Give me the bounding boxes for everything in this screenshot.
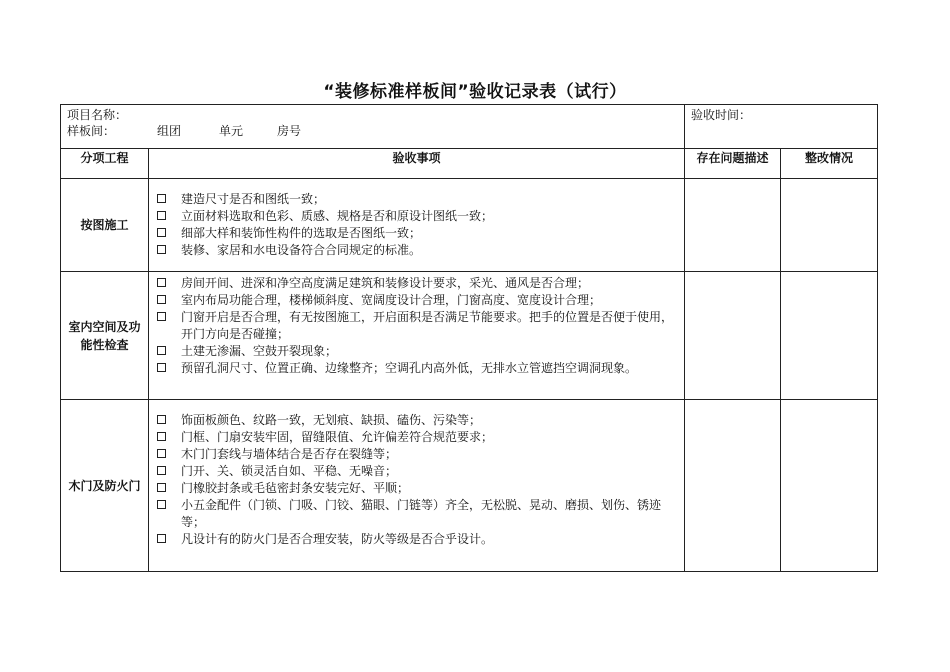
checkbox-icon[interactable] xyxy=(157,346,166,355)
sample-room-line xyxy=(67,123,678,139)
checkbox-icon[interactable] xyxy=(157,534,166,543)
checklist-item[interactable]: 木门门套线与墙体结合是否存在裂缝等； xyxy=(157,446,678,463)
unit-label: 单元 xyxy=(219,124,244,138)
sample-room-label: 样板间： xyxy=(67,124,116,138)
header-items: 验收事项 xyxy=(149,149,685,179)
checkbox-icon[interactable] xyxy=(157,312,166,321)
checkbox-icon[interactable] xyxy=(157,449,166,458)
issues-cell[interactable] xyxy=(685,179,781,272)
info-row xyxy=(61,105,878,149)
section-category: 室内空间及功能性检查 xyxy=(61,272,149,400)
acceptance-time-label: 验收时间： xyxy=(691,108,752,122)
rectification-cell[interactable] xyxy=(781,400,878,572)
project-name-label: 项目名称： xyxy=(67,108,128,122)
section-category: 按图施工 xyxy=(61,179,149,272)
checkbox-icon[interactable] xyxy=(157,466,166,475)
issues-cell[interactable] xyxy=(685,272,781,400)
checklist-item[interactable]: 门窗开启是否合理，有无按图施工，开启面积是否满足节能要求。把手的位置是否便于使用，开门方向是否碰撞； xyxy=(157,309,678,343)
checklist-item[interactable]: 装修、家居和水电设备符合合同规定的标准。 xyxy=(157,242,678,259)
checklist-item[interactable]: 凡设计有的防火门是否合理安装，防火等级是否合乎设计。 xyxy=(157,531,678,548)
checklist-item[interactable]: 门开、关、锁灵活自如、平稳、无噪音； xyxy=(157,463,678,480)
room-label: 房号 xyxy=(277,124,302,138)
section-row xyxy=(61,179,878,272)
checkbox-icon[interactable] xyxy=(157,228,166,237)
section-items-cell xyxy=(149,400,685,572)
checklist-item[interactable]: 建造尺寸是否和图纸一致； xyxy=(157,191,678,208)
header-issues: 存在问题描述 xyxy=(685,149,781,179)
project-info-cell[interactable] xyxy=(61,105,685,149)
checklist-item[interactable]: 门橡胶封条或毛毡密封条安装完好、平顺； xyxy=(157,480,678,497)
checklist-item[interactable]: 小五金配件（门锁、门吸、门铰、猫眼、门链等）齐全，无松脱、晃动、磨损、划伤、锈迹等； xyxy=(157,497,678,531)
checkbox-icon[interactable] xyxy=(157,245,166,254)
rectification-cell[interactable] xyxy=(781,272,878,400)
header-rectification: 整改情况 xyxy=(781,149,878,179)
group-label: 组团 xyxy=(157,124,182,138)
header-category: 分项工程 xyxy=(61,149,149,179)
checkbox-icon[interactable] xyxy=(157,194,166,203)
section-category: 木门及防火门 xyxy=(61,400,149,572)
checkbox-icon[interactable] xyxy=(157,415,166,424)
section-row xyxy=(61,272,878,400)
checklist-item[interactable]: 房间开间、进深和净空高度满足建筑和装修设计要求，采光、通风是否合理； xyxy=(157,275,678,292)
acceptance-time-cell[interactable] xyxy=(685,105,878,149)
checklist-item[interactable]: 预留孔洞尺寸、位置正确、边缘整齐；空调孔内高外低，无排水立管遮挡空调洞现象。 xyxy=(157,360,678,377)
section-items-cell xyxy=(149,272,685,400)
checkbox-icon[interactable] xyxy=(157,483,166,492)
checklist-item[interactable]: 室内布局功能合理，楼梯倾斜度、宽阔度设计合理，门窗高度、宽度设计合理； xyxy=(157,292,678,309)
checkbox-icon[interactable] xyxy=(157,211,166,220)
checkbox-icon[interactable] xyxy=(157,432,166,441)
checkbox-icon[interactable] xyxy=(157,278,166,287)
acceptance-record-table xyxy=(60,104,878,572)
checklist-item[interactable]: 立面材料选取和色彩、质感、规格是否和原设计图纸一致； xyxy=(157,208,678,225)
page-title: “装修标准样板间”验收记录表（试行） xyxy=(323,82,627,102)
checklist-item[interactable]: 土建无渗漏、空鼓开裂现象； xyxy=(157,343,678,360)
checklist-item[interactable]: 门框、门扇安装牢固，留缝限值、允许偏差符合规范要求； xyxy=(157,429,678,446)
checklist-item[interactable]: 细部大样和装饰性构件的选取是否图纸一致； xyxy=(157,225,678,242)
rectification-cell[interactable] xyxy=(781,179,878,272)
checkbox-icon[interactable] xyxy=(157,363,166,372)
section-items-cell xyxy=(149,179,685,272)
checklist-item[interactable]: 饰面板颜色、纹路一致，无划痕、缺损、磕伤、污染等； xyxy=(157,412,678,429)
section-row xyxy=(61,400,878,572)
checkbox-icon[interactable] xyxy=(157,500,166,509)
header-row xyxy=(61,149,878,179)
issues-cell[interactable] xyxy=(685,400,781,572)
checkbox-icon[interactable] xyxy=(157,295,166,304)
